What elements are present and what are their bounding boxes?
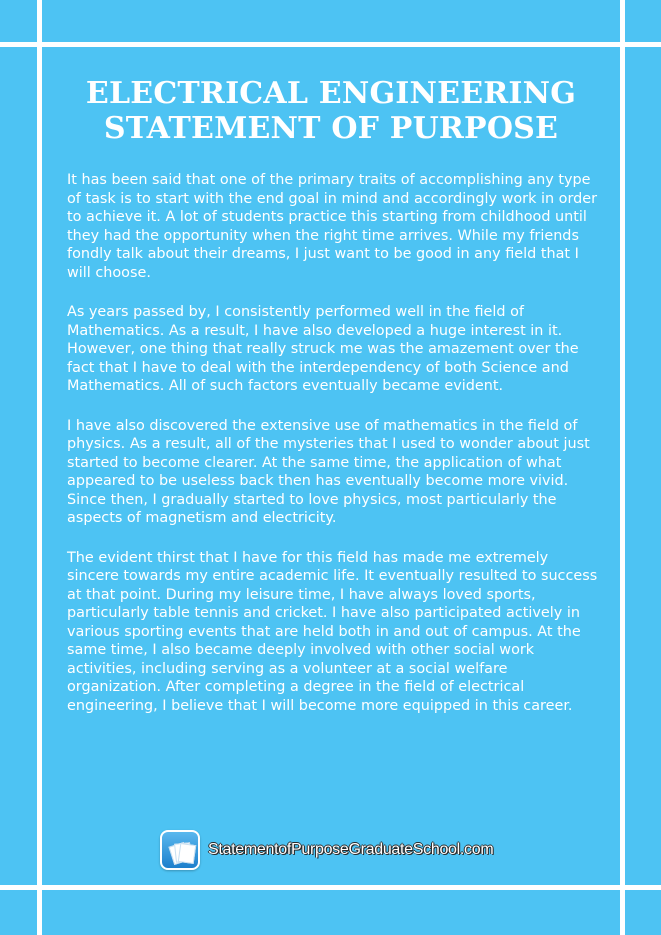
page-title-line-1: ELECTRICAL ENGINEERING	[85, 76, 577, 111]
footer-brand[interactable]	[160, 828, 493, 872]
frame-line-top	[0, 42, 661, 47]
frame-line-bottom	[0, 885, 661, 890]
paragraph-4: The evident thirst that I have for this field has made me extremely sincere towards my entire academic life. It eventually resulted to success at that point. During my leisure time, I have always loved sports, particularly table tennis and cricket. I have also participated actively in various sporting events that are held both in and out of campus. At the same time, I also became deeply involved with other social work activities, including serving as a volunteer at a social welfare organization. After completing a degree in the field of electrical engineering, I believe that I will become more equipped in this career.	[67, 549, 598, 714]
paragraph-2: As years passed by, I consistently performed well in the field of Mathematics. As a result, I have also developed a huge interest in it. However, one thing that really struck me was the amazement over the fact that I have to deal with the interdependency of both Science and Mathematics. All of such factors eventually became evident.	[67, 304, 579, 394]
statement-body	[67, 171, 602, 736]
documents-icon	[160, 830, 200, 870]
page-title-line-2: STATEMENT OF PURPOSE	[103, 111, 559, 146]
paragraph-3: I have also discovered the extensive use of mathematics in the field of physics. As a result, all of the mysteries that I used to wonder about just started to become clearer. At the same time, the application of what appeared to be useless back then has eventually become more vivid. Since then, I gradually started to love physics, most particularly the aspects of magnetism and electricity.	[67, 417, 590, 526]
frame-line-right	[620, 0, 625, 935]
paragraph-1: It has been said that one of the primary traits of accomplishing any type of task is to start with the end goal in mind and accordingly work in order to achieve it. A lot of students practice this starting from childhood until they had the opportunity when the right time arrives. While my friends fondly talk about their dreams, I just want to be good in any field that I will choose.	[67, 172, 598, 281]
page-title	[42, 76, 620, 146]
site-name: StatementofPurposeGraduateSchool.com	[208, 841, 494, 858]
